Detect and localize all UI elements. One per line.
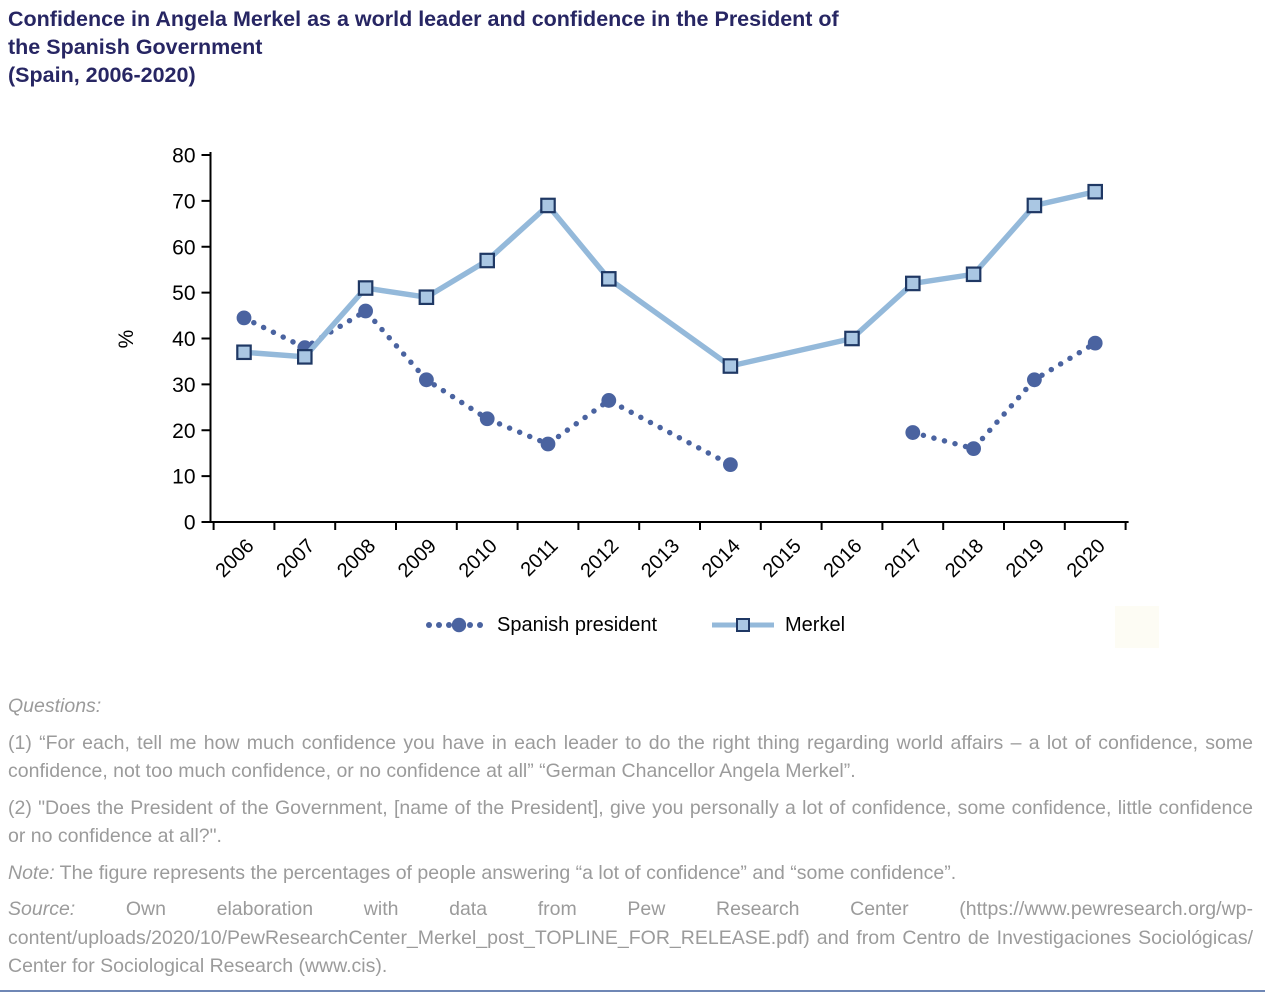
x-tick-label: 2020: [1062, 534, 1110, 583]
spanish-president-marker: [480, 411, 495, 426]
legend-label-spanish-president: Spanish president: [497, 613, 658, 636]
x-tick-label: 2015: [758, 534, 806, 583]
x-tick-label: 2016: [819, 534, 867, 583]
merkel-marker: [845, 332, 858, 345]
spanish-president-marker: [905, 425, 920, 440]
spanish-president-marker: [966, 441, 981, 456]
note-label: Note:: [8, 861, 55, 884]
spanish-president-marker: [541, 437, 556, 452]
x-tick-label: 2017: [880, 534, 928, 583]
y-axis-title: %: [115, 329, 138, 349]
chart-title-line-3: (Spain, 2006-2020): [8, 63, 196, 87]
merkel-marker: [481, 254, 494, 267]
merkel-marker: [724, 359, 737, 372]
y-tick-label: 60: [172, 236, 196, 260]
x-tick-label: 2018: [941, 534, 989, 583]
y-tick-label: 50: [172, 282, 196, 306]
y-tick-label: 40: [172, 328, 196, 351]
y-tick-label: 80: [172, 144, 196, 168]
merkel-marker: [237, 346, 250, 359]
spanish-president-line: [244, 311, 730, 465]
note-text: The figure represents the percentages of people answering “a lot of confidence” and “some confidence”.: [54, 861, 957, 884]
y-tick-label: 70: [172, 190, 196, 214]
merkel-marker: [420, 291, 433, 304]
merkel-marker: [359, 281, 372, 294]
merkel-marker: [906, 277, 919, 290]
merkel-marker: [967, 268, 980, 281]
x-tick-label: 2006: [211, 534, 259, 583]
merkel-marker: [298, 350, 311, 363]
x-tick-label: 2009: [393, 534, 441, 583]
notes-section: [8, 692, 1253, 989]
x-tick-label: 2012: [576, 534, 624, 583]
x-tick-label: 2010: [454, 534, 502, 583]
y-tick-label: 20: [172, 419, 196, 443]
legend-item-merkel: [712, 612, 845, 638]
spanish-president-marker: [419, 372, 434, 387]
x-tick-label: 2007: [272, 534, 320, 583]
question-2: (2) "Does the President of the Government, [name of the President], give you personally a lot of confidence, some confidence, little confidence or no confidence at all?".: [8, 796, 1253, 847]
note-paragraph: [8, 859, 1253, 888]
legend-label-merkel: Merkel: [785, 613, 846, 636]
merkel-marker: [541, 199, 554, 212]
source-text: Own elaboration with data from Pew Research Center (https://www.pewresearch.org/wp-content/uploads/2020/10/PewResearchCenter_Merkel_post_TOPLINE_FOR_RELEASE.pdf) and from Centro de Investigaciones Sociológicas/ Center for Sociological Research (www.cis).: [8, 898, 1253, 977]
source-paragraph: [8, 895, 1253, 981]
merkel-marker: [602, 272, 615, 285]
x-tick-label: 2014: [697, 534, 745, 583]
spanish-president-marker: [601, 393, 616, 408]
x-tick-label: 2019: [1001, 534, 1049, 583]
y-tick-label: 10: [172, 465, 196, 489]
x-tick-label: 2011: [516, 534, 563, 581]
merkel-marker: [1028, 199, 1041, 212]
y-tick-label: 30: [172, 373, 196, 397]
chart-title-line-1: Confidence in Angela Merkel as a world leader and confidence in the President of: [8, 7, 839, 31]
spanish-president-legend-sample-icon: [424, 617, 486, 633]
merkel-legend-sample-icon: [712, 617, 774, 633]
artifact-box: [1115, 606, 1159, 648]
spanish-president-line: [913, 343, 1095, 449]
x-tick-label: 2013: [637, 534, 685, 583]
chart-title-line-2: the Spanish Government: [8, 35, 263, 59]
legend-item-spanish-president: [424, 612, 657, 638]
questions-heading: Questions:: [8, 695, 102, 717]
spanish-president-marker: [237, 310, 252, 325]
merkel-marker: [1089, 185, 1102, 198]
y-tick-label: 0: [183, 511, 196, 535]
spanish-president-marker: [1088, 336, 1103, 351]
spanish-president-marker: [1027, 372, 1042, 387]
spanish-president-marker: [358, 304, 373, 319]
source-label: Source:: [8, 898, 76, 920]
x-tick-label: 2008: [333, 534, 381, 583]
question-1: (1) “For each, tell me how much confidence you have in each leader to do the right thing regarding world affairs – a lot of confidence, some confidence, not too much confidence, or no confidence at all” “German Chancellor Angela Merkel”.: [8, 731, 1253, 782]
spanish-president-marker: [723, 457, 738, 472]
